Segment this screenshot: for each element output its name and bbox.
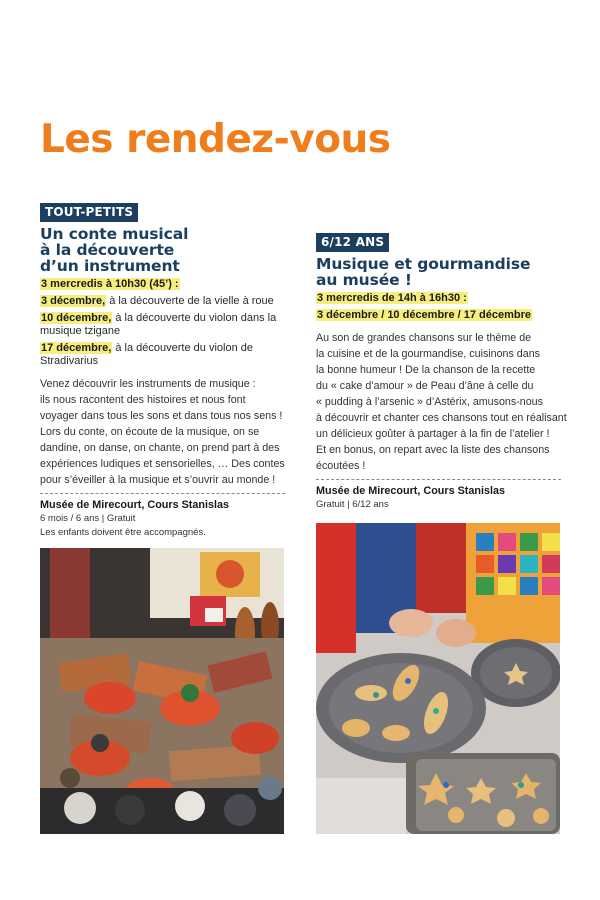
event-title xyxy=(316,256,561,288)
event-title-line: Musique et gourmandise xyxy=(316,255,531,273)
event-title-line: Un conte musical xyxy=(40,225,189,243)
page-title: Les rendez-vous xyxy=(40,117,391,162)
event-description: Au son de grandes chansons sur le thème de la cuisine et de la gourmandise, cuisinons dans la bonne humeur ! De la chanson de la recette du « cake d’amour » de Peau d’âne à celle du « pudding à l’arsenic » d’Astérix, amusons-nous à découvrir et chanter ces chansons tout en réalisant un délicieux goûter à partager à la fin de l’atelier ! Et en bonus, on repart avec la liste des chansons écoutées ! xyxy=(316,332,567,472)
date-highlight: 3 décembre, xyxy=(41,295,106,307)
age-badge: 6/12 ANS xyxy=(316,233,389,252)
date-item xyxy=(40,341,285,368)
schedule-highlight: 3 mercredis de 14h à 16h30 : xyxy=(317,292,467,304)
photo-cookie-workshop xyxy=(316,523,560,834)
event-info: Gratuit | 6/12 ans xyxy=(316,499,389,510)
dotted-divider xyxy=(40,493,285,494)
venue: Musée de Mirecourt, Cours Stanislas xyxy=(316,485,505,497)
date-description: à la découverte du violon de Stradivarius xyxy=(40,342,253,367)
schedule-highlight: 3 mercredis à 10h30 (45’) : xyxy=(41,278,179,290)
event-title xyxy=(40,226,285,274)
event-note: Les enfants doivent être accompagnés. xyxy=(40,527,206,538)
event-description: Venez découvrir les instruments de musique : ils nous racontent des histoires et nous font voyager dans tous les sons et dans tous nos sens ! Lors du conte, on écoute de la musique, on se dandine, on danse, on chante, on prend part à des expériences ludiques et sensorielles, … Des contes pour s’éveiller à la musique et s’ouvrir au monde ! xyxy=(40,378,285,486)
date-item xyxy=(40,311,285,338)
date-description: à la découverte de la vielle à roue xyxy=(106,295,274,307)
dotted-divider xyxy=(316,479,561,480)
date-highlight: 10 décembre, xyxy=(41,312,112,324)
event-title-line: au musée ! xyxy=(316,271,412,289)
age-badge: TOUT-PETITS xyxy=(40,203,138,222)
event-title-line: à la découverte xyxy=(40,241,175,259)
event-info: 6 mois / 6 ans | Gratuit xyxy=(40,513,136,524)
date-item xyxy=(40,294,285,308)
date-description: à la découverte du violon dans la musique tzigane xyxy=(40,312,277,337)
event-tout-petits xyxy=(40,203,285,540)
venue: Musée de Mirecourt, Cours Stanislas xyxy=(40,499,229,511)
date-highlight: 17 décembre, xyxy=(41,342,112,354)
photo-musical-tale xyxy=(40,548,284,834)
dates-highlight: 3 décembre / 10 décembre / 17 décembre xyxy=(317,309,532,321)
event-6-12-ans xyxy=(316,233,567,512)
event-title-line: d’un instrument xyxy=(40,257,180,275)
